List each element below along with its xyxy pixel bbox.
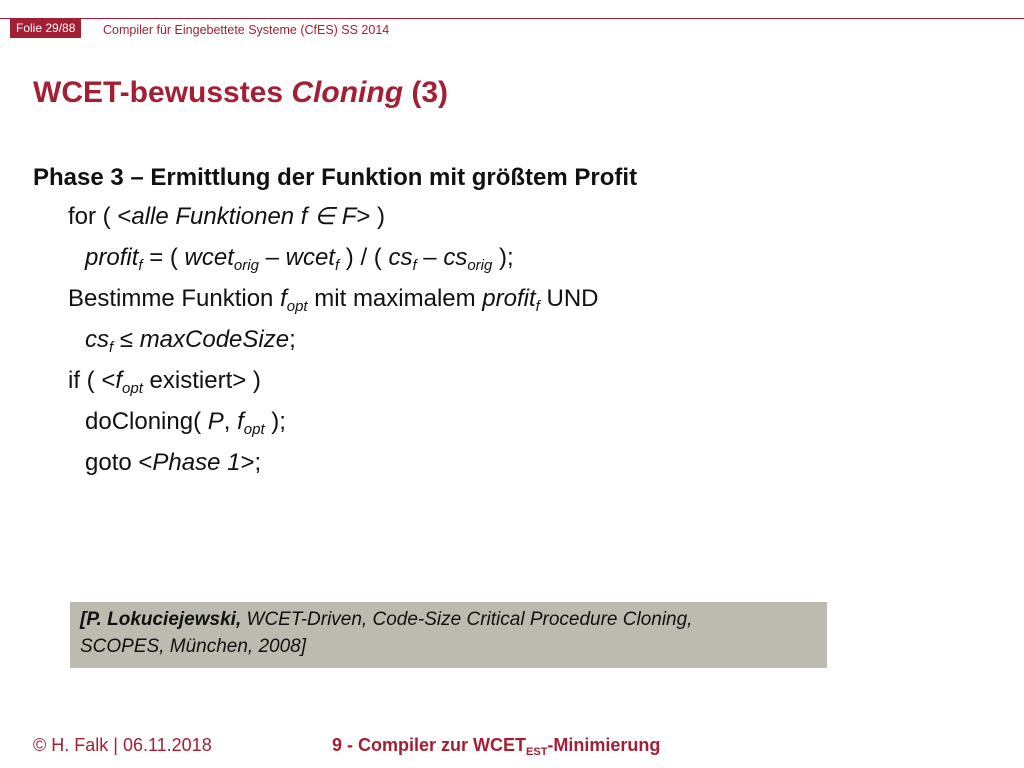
phase-heading: Phase 3 – Ermittlung der Funktion mit größtem Profit <box>33 164 638 191</box>
code-line-for: for ( <alle Funktionen f ∈ F> ) <box>68 203 386 230</box>
footer-chapter: 9 - Compiler zur $WCET_{EST}$-Minimierung <box>332 735 661 758</box>
citation-line-2: SCOPES, München, 2008] <box>80 636 307 657</box>
citation-box <box>70 602 827 668</box>
slide-number: Folie 29/88 <box>10 19 81 38</box>
slide-title <box>33 76 448 110</box>
title-main: WCET-bewusstes <box>33 76 292 109</box>
code-line-if: if ( $<f_{opt}$ existiert> ) <box>68 367 261 397</box>
code-line-bestimme: Bestimme Funktion $f_{opt}$ mit maximalem profit$_f$ UND <box>68 285 599 315</box>
code-line-profit: profit$_f$ = ( wcet$_{orig}$ – wcet$_f$ ) / ( $cs_f - cs_{orig}$ ); <box>85 244 514 274</box>
title-italic: Cloning <box>291 76 404 109</box>
code-line-docloning: doCloning( P, $f_{opt}$ ); <box>85 408 286 438</box>
header-rule <box>0 18 1024 19</box>
citation-author: [P. Lokuciejewski, <box>80 609 242 630</box>
title-suffix: (3) <box>403 76 449 109</box>
course-title: Compiler für Eingebettete Systeme (CfES) SS 2014 <box>103 23 390 37</box>
slide-content <box>33 160 637 483</box>
citation-line-1 <box>80 606 827 633</box>
citation-text-1: WCET-Driven, Code-Size Critical Procedure Cloning, <box>241 609 693 630</box>
code-line-codesize: $cs_f$ ≤ maxCodeSize; <box>85 326 296 356</box>
footer-author-date: © H. Falk | 06.11.2018 <box>33 735 212 755</box>
code-line-goto: goto <Phase 1>; <box>85 449 262 476</box>
